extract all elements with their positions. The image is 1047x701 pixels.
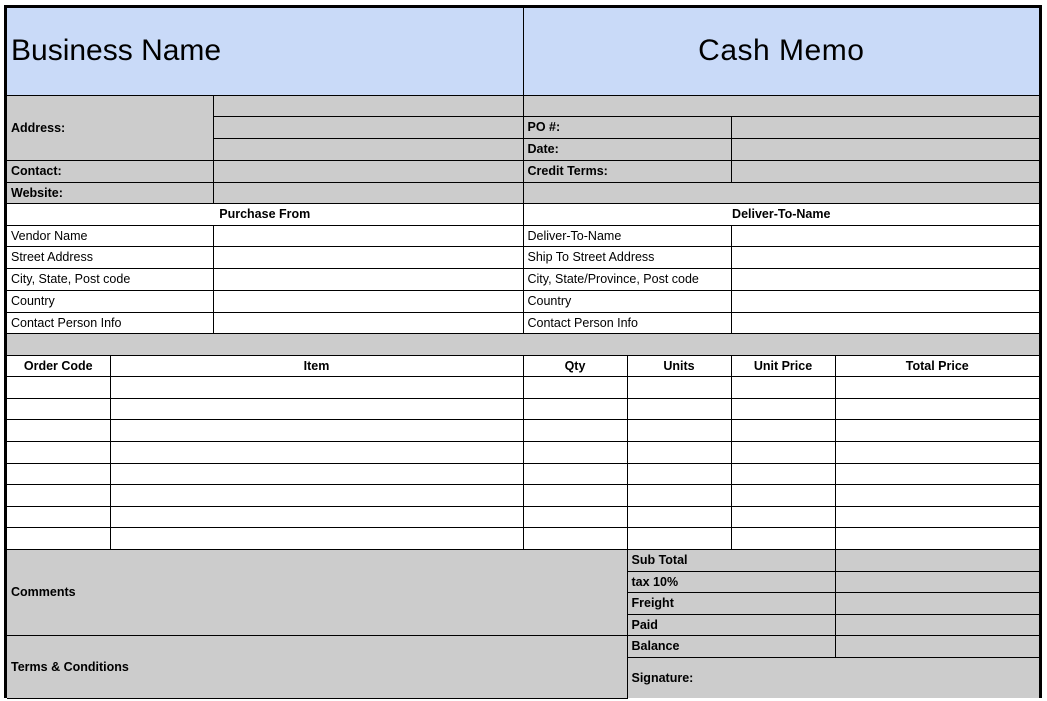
vendor-city-field[interactable] xyxy=(213,268,523,290)
total-price-cell[interactable] xyxy=(835,419,1039,441)
delivery-row-label: Deliver-To-Name xyxy=(523,225,731,246)
item-cell[interactable] xyxy=(110,419,523,441)
qty-cell[interactable] xyxy=(523,376,627,398)
total-price-cell[interactable] xyxy=(835,398,1039,419)
unit-price-cell[interactable] xyxy=(731,376,835,398)
credit-terms-label: Credit Terms: xyxy=(523,160,731,182)
order-code-cell[interactable] xyxy=(7,376,110,398)
table-row xyxy=(7,527,1039,549)
order-code-cell[interactable] xyxy=(7,441,110,463)
sub-total-label: Sub Total xyxy=(627,549,835,571)
total-price-cell[interactable] xyxy=(835,527,1039,549)
address-line-1-field[interactable] xyxy=(213,95,523,116)
date-field[interactable] xyxy=(731,138,1039,160)
units-cell[interactable] xyxy=(627,441,731,463)
order-code-cell[interactable] xyxy=(7,463,110,484)
qty-cell[interactable] xyxy=(523,463,627,484)
delivery-row-label: Ship To Street Address xyxy=(523,246,731,268)
table-row xyxy=(7,419,1039,441)
qty-cell[interactable] xyxy=(523,484,627,506)
ship-country-field[interactable] xyxy=(731,290,1039,312)
total-price-cell[interactable] xyxy=(835,463,1039,484)
purchase-from-heading: Purchase From xyxy=(7,203,523,225)
vendor-country-field[interactable] xyxy=(213,290,523,312)
units-cell[interactable] xyxy=(627,398,731,419)
info-blank-cell xyxy=(523,182,1039,203)
item-cell[interactable] xyxy=(110,441,523,463)
website-label: Website: xyxy=(7,182,213,203)
units-header: Units xyxy=(627,355,731,376)
order-code-cell[interactable] xyxy=(7,398,110,419)
date-label: Date: xyxy=(523,138,731,160)
units-cell[interactable] xyxy=(627,527,731,549)
terms-label: Terms & Conditions xyxy=(7,635,627,698)
ship-contact-field[interactable] xyxy=(731,312,1039,333)
vendor-street-field[interactable] xyxy=(213,246,523,268)
ship-city-field[interactable] xyxy=(731,268,1039,290)
contact-label: Contact: xyxy=(7,160,213,182)
order-code-header: Order Code xyxy=(7,355,110,376)
qty-cell[interactable] xyxy=(523,527,627,549)
unit-price-header: Unit Price xyxy=(731,355,835,376)
item-cell[interactable] xyxy=(110,506,523,527)
unit-price-cell[interactable] xyxy=(731,419,835,441)
qty-header: Qty xyxy=(523,355,627,376)
address-label: Address: xyxy=(7,95,213,160)
signature-label[interactable]: Signature: xyxy=(627,657,1039,698)
section-divider xyxy=(7,333,1039,355)
qty-cell[interactable] xyxy=(523,506,627,527)
table-row xyxy=(7,441,1039,463)
qty-cell[interactable] xyxy=(523,419,627,441)
table-row xyxy=(7,463,1039,484)
contact-field[interactable] xyxy=(213,160,523,182)
units-cell[interactable] xyxy=(627,463,731,484)
units-cell[interactable] xyxy=(627,484,731,506)
cash-memo-table xyxy=(7,8,1039,699)
po-field[interactable] xyxy=(731,116,1039,138)
table-row xyxy=(7,484,1039,506)
website-field[interactable] xyxy=(213,182,523,203)
item-rows xyxy=(7,376,1039,549)
paid-label: Paid xyxy=(627,614,835,635)
item-header: Item xyxy=(110,355,523,376)
address-line-3-field[interactable] xyxy=(213,138,523,160)
balance-value[interactable] xyxy=(835,635,1039,657)
item-cell[interactable] xyxy=(110,527,523,549)
total-price-cell[interactable] xyxy=(835,484,1039,506)
unit-price-cell[interactable] xyxy=(731,506,835,527)
unit-price-cell[interactable] xyxy=(731,441,835,463)
units-cell[interactable] xyxy=(627,376,731,398)
order-code-cell[interactable] xyxy=(7,506,110,527)
qty-cell[interactable] xyxy=(523,398,627,419)
delivery-row-label: City, State/Province, Post code xyxy=(523,268,731,290)
order-code-cell[interactable] xyxy=(7,419,110,441)
info-blank-cell xyxy=(523,95,1039,116)
comments-label: Comments xyxy=(7,549,627,635)
business-name[interactable]: Business Name xyxy=(7,8,523,95)
freight-value[interactable] xyxy=(835,592,1039,614)
delivery-row-label: Contact Person Info xyxy=(523,312,731,333)
vendor-row-label: Country xyxy=(7,290,213,312)
freight-label: Freight xyxy=(627,592,835,614)
table-row xyxy=(7,506,1039,527)
vendor-contact-field[interactable] xyxy=(213,312,523,333)
total-price-cell[interactable] xyxy=(835,441,1039,463)
paid-value[interactable] xyxy=(835,614,1039,635)
ship-street-field[interactable] xyxy=(731,246,1039,268)
balance-label: Balance xyxy=(627,635,835,657)
order-code-cell[interactable] xyxy=(7,484,110,506)
document-title: Cash Memo xyxy=(523,8,1039,95)
item-cell[interactable] xyxy=(110,484,523,506)
cash-memo-form xyxy=(4,5,1042,698)
vendor-row-label: Street Address xyxy=(7,246,213,268)
units-cell[interactable] xyxy=(627,506,731,527)
vendor-row-label: Vendor Name xyxy=(7,225,213,246)
unit-price-cell[interactable] xyxy=(731,484,835,506)
order-code-cell[interactable] xyxy=(7,527,110,549)
po-label: PO #: xyxy=(523,116,731,138)
vendor-row-label: Contact Person Info xyxy=(7,312,213,333)
sub-total-value[interactable] xyxy=(835,549,1039,571)
item-cell[interactable] xyxy=(110,463,523,484)
units-cell[interactable] xyxy=(627,419,731,441)
total-price-cell[interactable] xyxy=(835,376,1039,398)
vendor-name-field[interactable] xyxy=(213,225,523,246)
tax-label: tax 10% xyxy=(627,571,835,592)
delivery-row-label: Country xyxy=(523,290,731,312)
table-row xyxy=(7,376,1039,398)
item-cell[interactable] xyxy=(110,376,523,398)
qty-cell[interactable] xyxy=(523,441,627,463)
unit-price-cell[interactable] xyxy=(731,398,835,419)
address-line-2-field[interactable] xyxy=(213,116,523,138)
deliver-to-name-field[interactable] xyxy=(731,225,1039,246)
total-price-cell[interactable] xyxy=(835,506,1039,527)
deliver-to-heading: Deliver-To-Name xyxy=(523,203,1039,225)
credit-terms-field[interactable] xyxy=(731,160,1039,182)
item-cell[interactable] xyxy=(110,398,523,419)
table-row xyxy=(7,398,1039,419)
vendor-row-label: City, State, Post code xyxy=(7,268,213,290)
unit-price-cell[interactable] xyxy=(731,463,835,484)
unit-price-cell[interactable] xyxy=(731,527,835,549)
total-price-header: Total Price xyxy=(835,355,1039,376)
tax-value[interactable] xyxy=(835,571,1039,592)
